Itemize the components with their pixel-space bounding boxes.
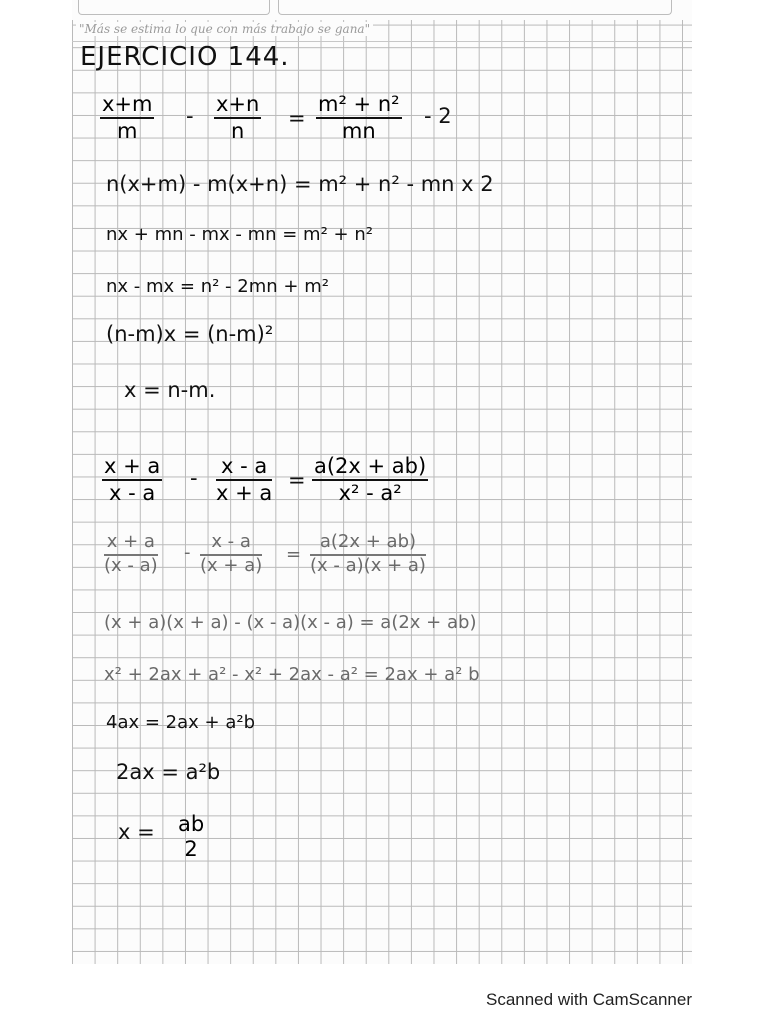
problem1-step: (n-m)x = (n-m)²	[106, 322, 274, 346]
result-lhs: x =	[118, 820, 155, 844]
denominator: mn	[341, 119, 376, 144]
denominator: (x - a)(x + a)	[310, 554, 426, 576]
fraction	[176, 812, 206, 861]
fraction	[214, 92, 261, 143]
equals-sign: =	[286, 544, 302, 565]
graph-paper-sheet	[72, 0, 692, 964]
header-tab	[278, 0, 672, 15]
fraction	[104, 532, 158, 576]
numerator: x - a	[216, 454, 272, 481]
minus-sign: -	[184, 542, 191, 563]
numerator: a(2x + ab)	[312, 454, 428, 481]
minus-sign: -	[186, 104, 194, 128]
denominator: x - a	[109, 481, 156, 506]
notebook-header-strip	[72, 0, 692, 20]
numerator: a(2x + ab)	[310, 532, 426, 556]
equals-sign: =	[288, 106, 306, 130]
minus-sign: -	[190, 466, 198, 490]
problem2-step: (x + a)(x + a) - (x - a)(x - a) = a(2x + ab)	[104, 612, 477, 633]
numerator: x+n	[214, 92, 261, 119]
fraction	[200, 532, 262, 576]
problem1-step: nx + mn - mx - mn = m² + n²	[106, 224, 373, 245]
numerator: x - a	[200, 532, 262, 556]
denominator: 2	[184, 837, 198, 862]
denominator: x + a	[216, 481, 273, 506]
equation-tail: - 2	[424, 104, 452, 128]
problem1-step: n(x+m) - m(x+n) = m² + n² - mn x 2	[106, 172, 494, 196]
fraction	[310, 532, 426, 576]
problem2-step: x² + 2ax + a² - x² + 2ax - a² = 2ax + a² b	[104, 664, 480, 685]
fraction	[216, 454, 272, 505]
numerator: m² + n²	[316, 92, 402, 119]
problem2-step: 4ax = 2ax + a²b	[106, 712, 255, 733]
numerator: x + a	[102, 454, 162, 481]
denominator: n	[231, 119, 245, 144]
denominator: (x + a)	[200, 554, 263, 576]
fraction	[312, 454, 428, 505]
numerator: x + a	[104, 532, 158, 556]
denominator: x² - a²	[338, 481, 402, 506]
numerator: x+m	[100, 92, 154, 119]
denominator: (x - a)	[104, 554, 158, 576]
fraction	[102, 454, 162, 505]
fraction	[100, 92, 154, 143]
problem1-result: x = n-m.	[124, 378, 216, 402]
header-tab	[78, 0, 270, 15]
equals-sign: =	[288, 468, 306, 492]
numerator: ab	[178, 812, 205, 836]
denominator: m	[117, 119, 138, 144]
fraction	[316, 92, 402, 143]
problem2-step: 2ax = a²b	[116, 760, 221, 784]
exercise-title: EJERCICIO 144.	[80, 42, 290, 72]
problem1-step: nx - mx = n² - 2mn + m²	[106, 276, 329, 297]
notebook-motto: "Más se estima lo que con más trabajo se gana"	[76, 22, 373, 36]
camscanner-watermark: Scanned with CamScanner	[485, 990, 692, 1009]
